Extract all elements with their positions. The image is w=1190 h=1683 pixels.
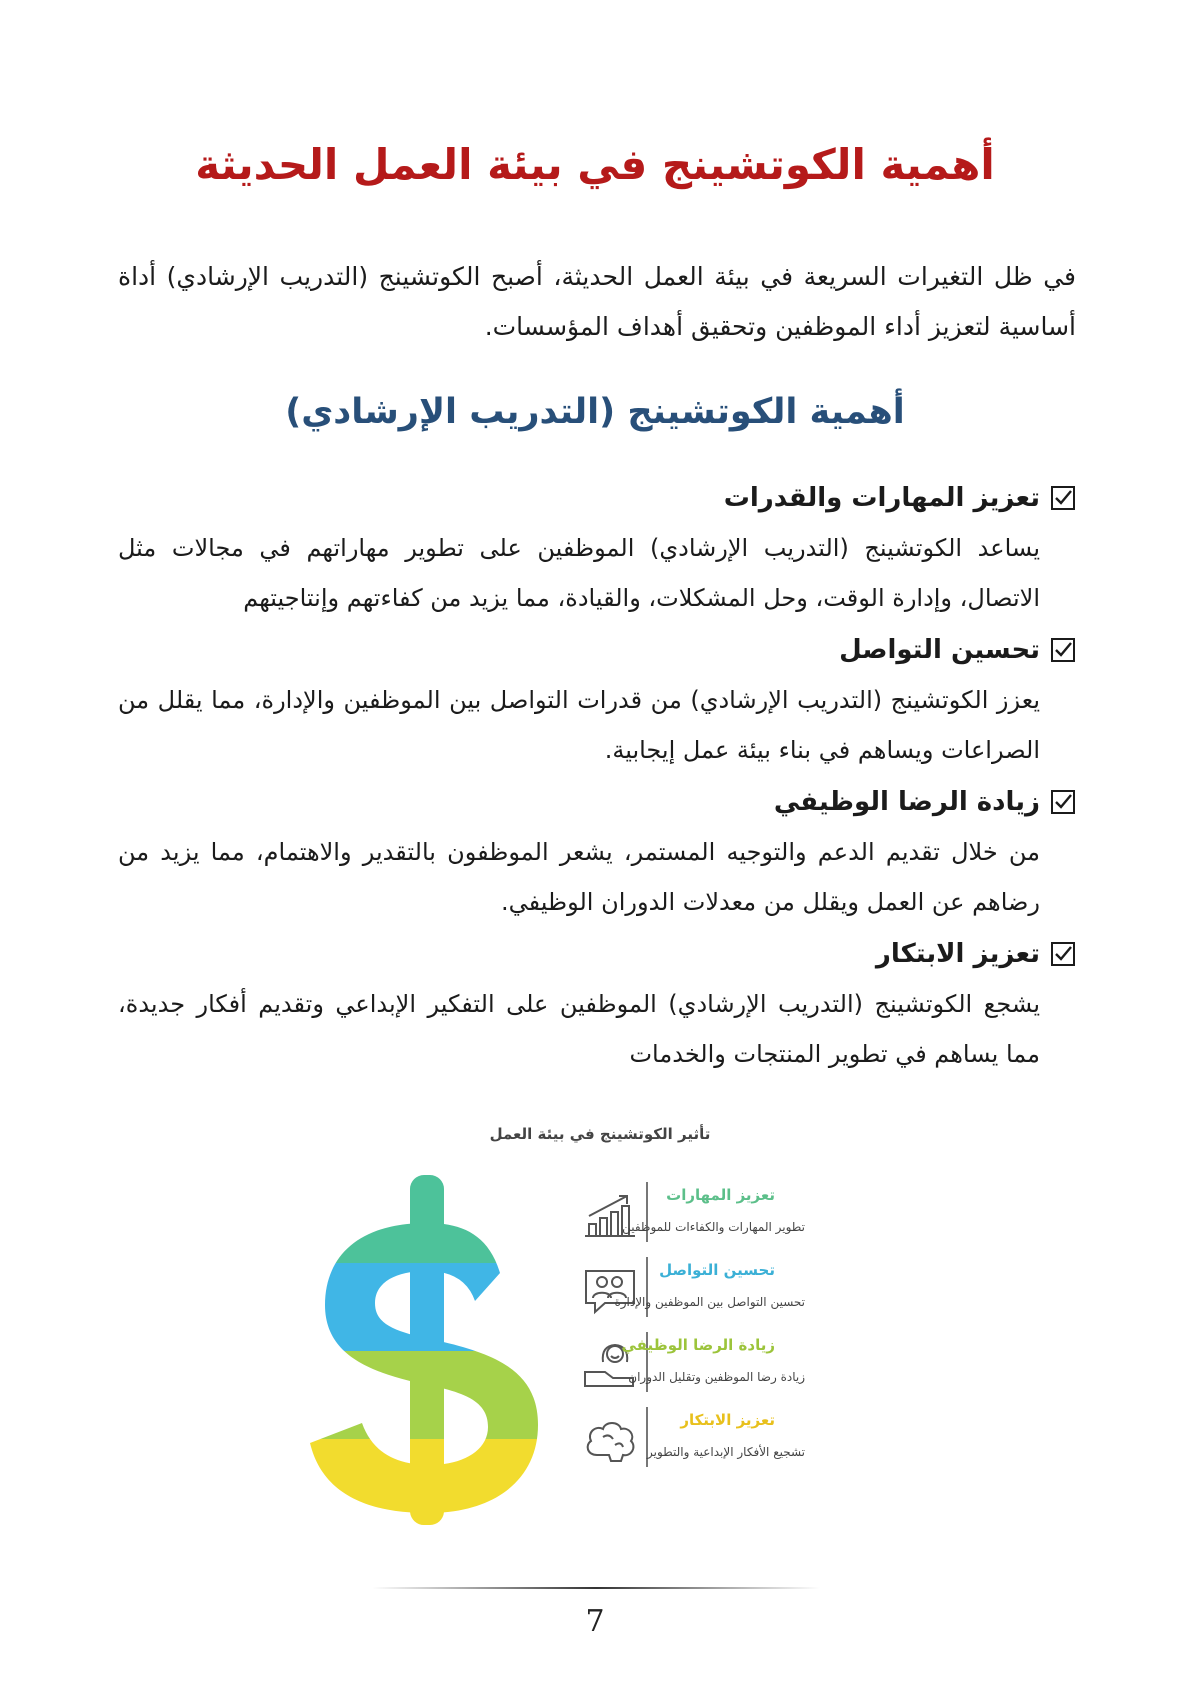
intro-paragraph: في ظل التغيرات السريعة في بيئة العمل الحديثة، أصبح الكوتشينج (التدريب الإرشادي) أداة أساسية لتعزيز أداء الموظفين وتحقيق أهداف المؤسسات. [118, 262, 1076, 341]
item-body: يعزز الكوتشينج (التدريب الإرشادي) من قدرات التواصل بين الموظفين والإدارة، مما يقلل من الصراعات ويساهم في بناء بيئة عمل إيجابية. [118, 686, 1040, 764]
list-item [118, 473, 1076, 623]
row-title: تحسين التواصل [659, 1261, 775, 1279]
dollar-sign-icon [300, 1175, 560, 1525]
footer-divider [372, 1587, 820, 1589]
list-item [118, 929, 1076, 1079]
checkbox-icon [1050, 637, 1076, 663]
item-body: من خلال تقديم الدعم والتوجيه المستمر، يشعر الموظفون بالتقدير والاهتمام، مما يزيد من رضاهم عن العمل ويقلل من معدلات الدوران الوظيفي. [118, 838, 1040, 916]
item-title: تحسين التواصل [839, 635, 1040, 665]
list-item [118, 777, 1076, 927]
info-row-satisfaction [550, 1330, 910, 1398]
info-row-skills [550, 1180, 910, 1248]
info-row-communication [550, 1255, 910, 1323]
row-description: تطوير المهارات والكفاءات للموظفين [622, 1220, 805, 1234]
section-title: أهمية الكوتشينج (التدريب الإرشادي) [285, 392, 905, 432]
item-title: زيادة الرضا الوظيفي [773, 787, 1040, 817]
item-title: تعزيز الابتكار [875, 939, 1040, 969]
infographic-title: تأثير الكوتشينج في بيئة العمل [489, 1125, 711, 1143]
row-description: تحسين التواصل بين الموظفين والإدارة [614, 1295, 805, 1309]
item-title: تعزيز المهارات والقدرات [723, 483, 1040, 513]
row-description: تشجيع الأفكار الإبداعية والتطوير [646, 1445, 805, 1459]
checkbox-icon [1050, 941, 1076, 967]
page-title: أهمية الكوتشينج في بيئة العمل الحديثة [195, 140, 995, 189]
row-title: تعزيز الابتكار [680, 1411, 775, 1429]
benefits-list [118, 473, 1076, 1081]
row-title: تعزيز المهارات [666, 1186, 775, 1204]
info-row-innovation [550, 1405, 910, 1473]
row-description: زيادة رضا الموظفين وتقليل الدوران [628, 1370, 805, 1384]
row-title: زيادة الرضا الوظيفي [621, 1336, 775, 1354]
infographic [300, 1125, 900, 1525]
checkbox-icon [1050, 789, 1076, 815]
page-number: 7 [585, 1604, 605, 1639]
item-body: يساعد الكوتشينج (التدريب الإرشادي) الموظفين على تطوير مهاراتهم في مجالات مثل الاتصال، وإدارة الوقت، وحل المشكلات، والقيادة، مما يزيد من كفاءتهم وإنتاجيتهم [118, 534, 1040, 612]
item-body: يشجع الكوتشينج (التدريب الإرشادي) الموظفين على التفكير الإبداعي وتقديم أفكار جديدة، مما يساهم في تطوير المنتجات والخدمات [118, 990, 1040, 1068]
checkbox-icon [1050, 485, 1076, 511]
brain-icon [583, 1417, 637, 1465]
list-item [118, 625, 1076, 775]
